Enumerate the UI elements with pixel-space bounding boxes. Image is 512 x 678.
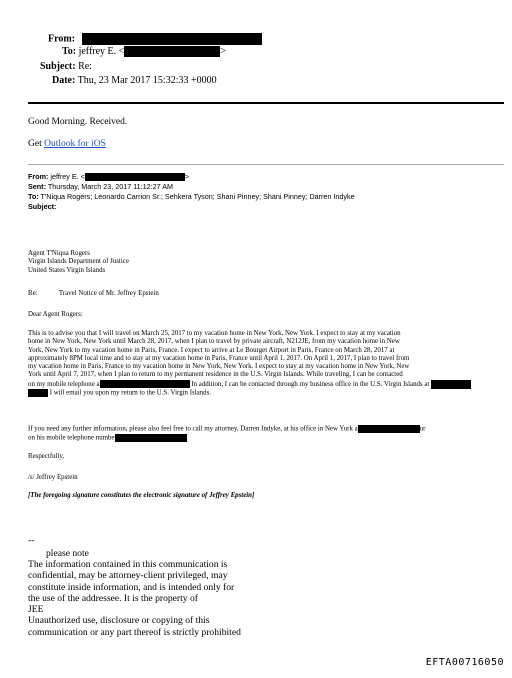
paragraph-line: home in New York, New York until March 28, 2017, when I plan to travel by private aircraft, N212JE, from my vacation home in New	[28, 338, 400, 346]
paragraph-fragment: I will email you upon my return to the U.S. Virgin Islands.	[48, 389, 211, 397]
outlook-ios-link[interactable]: Outlook for iOS	[44, 139, 106, 149]
closing: Respectfully,	[28, 453, 65, 460]
re-line	[28, 290, 494, 298]
address-line: United States Virgin Islands	[28, 266, 106, 274]
signature: /s/ Jeffrey Epstein	[28, 474, 78, 481]
notice-line: the use of the addressee. It is the property of	[28, 592, 198, 604]
fwd-to-label: To:	[28, 192, 39, 201]
get-outlook-prefix: Get	[28, 139, 45, 149]
paragraph-line: This is to advise you that I will travel on March 25, 2017 to my vacation home in New York, New York. I expect to stay at my vacation	[28, 330, 401, 337]
recipient-address	[28, 250, 494, 275]
redaction-box	[28, 389, 48, 397]
fwd-sent-row	[28, 182, 173, 192]
paragraph-line	[28, 380, 494, 389]
fwd-to-row	[28, 192, 355, 202]
travel-paragraph	[28, 330, 494, 398]
header-from-label: From:	[48, 33, 76, 45]
salutation: Dear Agent Rogers:	[28, 311, 83, 318]
header-to-end: >	[220, 46, 226, 57]
header-date-label: Date:	[52, 75, 76, 86]
re-value: Travel Notice of Mr. Jeffrey Epstein	[58, 290, 159, 297]
notice-line: confidential, may be attorney-client privileged, may	[28, 570, 228, 582]
header-subject-value: Re:	[78, 61, 92, 72]
redaction-box	[100, 380, 190, 388]
paragraph-fragment: on his mobile telephone numbe	[28, 434, 115, 442]
signature-note: [The foregoing signature constitutes the electronic signature of Jeffrey Epstein]	[28, 492, 255, 499]
notice-line: The information contained in this communication is	[28, 559, 228, 570]
re-label: Re:	[28, 290, 38, 297]
redaction-box	[82, 33, 262, 45]
paragraph-line: York, New York to my vacation home in Paris, France. I expect to arrive at Le Bourget Airport in Paris, France on March 28, 2017 at	[28, 346, 395, 354]
confidentiality-notice	[28, 559, 278, 638]
redaction-box	[431, 380, 471, 389]
redaction-box	[124, 46, 220, 57]
paragraph-line	[28, 425, 494, 434]
fwd-subject-label: Subject:	[28, 202, 57, 211]
paragraph-line	[28, 389, 494, 398]
paragraph-line: my vacation home in Paris, France to my vacation home in New York, New York. I expect to stay at my vacation home in New York, New	[28, 363, 410, 371]
notice-title: please note	[46, 548, 89, 559]
paragraph-line: approximately 8PM local time and to stay at my vacation home in Paris, France until April 1, 2017. On April 1, 2017, I plan to travel from	[28, 354, 410, 362]
paragraph-fragment: If you need any further information, please also feel free to call my attorney, Darren Indyke, at his office in New York a	[28, 425, 358, 433]
notice-dashes: --	[28, 535, 35, 546]
notice-line: Unauthorized use, disclosure or copying of this	[28, 615, 210, 627]
fwd-from-row	[28, 172, 189, 182]
paragraph-fragment: or	[419, 425, 426, 433]
redaction-box	[115, 434, 187, 442]
paragraph-line	[28, 434, 494, 443]
notice-line: constitute inside information, and is intended only for	[28, 581, 235, 593]
get-outlook-line	[28, 138, 106, 150]
fwd-to-value: T'Niqua Rogers; Leonardo Carrion Sr.; Sehkera Tyson; Shani Pinney; Shani Pinney; Darren Indyke	[40, 192, 355, 201]
fwd-subject-row	[28, 202, 56, 212]
fwd-sent-value: Thursday, March 23, 2017 11:12:27 AM	[47, 182, 174, 191]
header-to-label: To:	[62, 46, 77, 57]
header-subject-label: Subject:	[40, 61, 76, 72]
reply-greeting: Good Morning. Received.	[28, 117, 128, 127]
notice-line: communication or any part thereof is strictly prohibited	[28, 626, 241, 638]
reply-divider	[28, 164, 504, 165]
address-line: Virgin Islands Department of Justice	[28, 258, 129, 266]
header-date-value: Thu, 23 Mar 2017 15:32:33 +0000	[77, 75, 217, 86]
notice-line: JEE	[28, 604, 44, 616]
header-to-value: jeffrey E. <	[78, 46, 125, 57]
attorney-paragraph	[28, 425, 494, 443]
paragraph-fragment: In addition, I can be contacted through my business office in the U.S. Virgin Islands at	[189, 380, 430, 388]
header-date-row	[52, 75, 217, 87]
redaction-box	[85, 173, 185, 181]
fwd-from-value: jeffrey E. <	[50, 172, 85, 181]
header-to-row	[62, 46, 226, 58]
fwd-from-end: >	[184, 172, 190, 181]
header-subject-row	[40, 61, 92, 73]
document-id: EFTA00716050	[425, 657, 504, 668]
address-line: Agent T'Niqua Rogers	[28, 250, 90, 257]
redaction-box	[358, 425, 420, 433]
header-from-row	[48, 33, 262, 45]
paragraph-fragment: on my mobile telephone a	[28, 380, 100, 388]
fwd-sent-label: Sent:	[28, 182, 46, 191]
fwd-from-label: From:	[28, 172, 49, 181]
header-divider	[28, 102, 504, 104]
paragraph-line: York until April 7, 2017, when I plan to return to my permanent residence in the U.S. Virgin Islands. While traveling, I can be contacted	[28, 371, 403, 379]
